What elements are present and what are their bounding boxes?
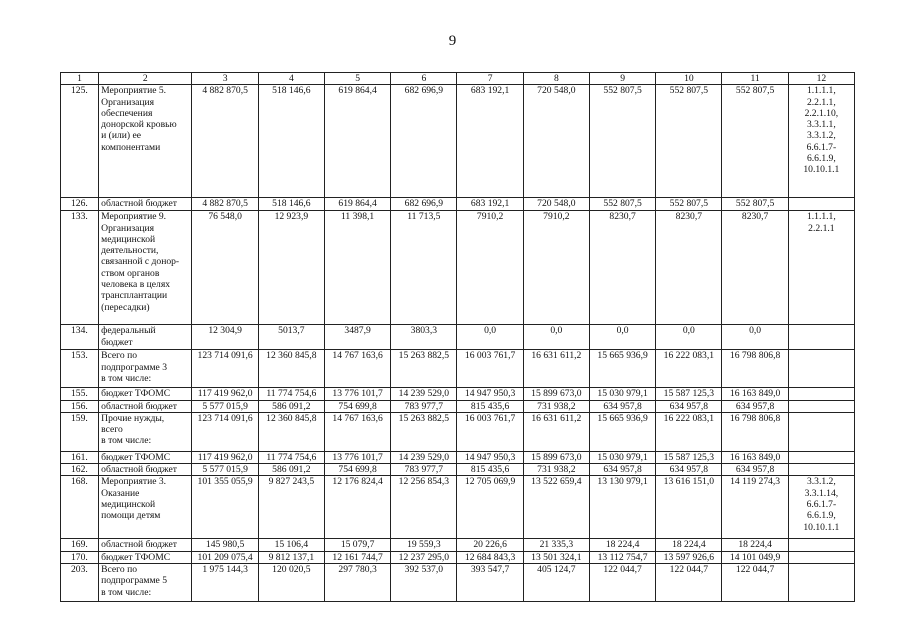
value-cell: 0,0 — [722, 325, 788, 350]
value-cell: 14 119 274,3 — [722, 476, 788, 539]
value-cell: 14 767 163,6 — [324, 350, 390, 388]
value-cell: 123 714 091,6 — [192, 412, 258, 451]
value-cell: 634 957,8 — [722, 464, 788, 476]
value-cell: 586 091,2 — [258, 400, 324, 412]
value-cell: 122 044,7 — [589, 564, 655, 602]
table-row — [61, 388, 855, 400]
value-cell: 101 355 055,9 — [192, 476, 258, 539]
table-row — [61, 451, 855, 463]
header-row — [61, 73, 855, 85]
row-name-cell: областной бюджет — [99, 464, 192, 476]
value-cell: 392 537,0 — [391, 564, 457, 602]
column-header: 6 — [391, 73, 457, 85]
column-header: 2 — [99, 73, 192, 85]
value-cell: 18 224,4 — [589, 539, 655, 551]
value-cell: 16 631 611,2 — [523, 350, 589, 388]
value-cell: 682 696,9 — [391, 198, 457, 211]
value-cell: 122 044,7 — [656, 564, 722, 602]
value-cell: 12 304,9 — [192, 325, 258, 350]
row-number-cell: 203. — [61, 564, 99, 602]
value-cell: 754 699,8 — [324, 464, 390, 476]
value-cell: 13 130 979,1 — [589, 476, 655, 539]
value-cell: 754 699,8 — [324, 400, 390, 412]
value-cell: 731 938,2 — [523, 464, 589, 476]
value-cell: 16 631 611,2 — [523, 412, 589, 451]
column-header: 9 — [589, 73, 655, 85]
column-header: 11 — [722, 73, 788, 85]
value-cell: 120 020,5 — [258, 564, 324, 602]
indicator-code-cell — [788, 412, 854, 451]
value-cell: 14 767 163,6 — [324, 412, 390, 451]
value-cell: 8230,7 — [656, 211, 722, 325]
value-cell: 634 957,8 — [656, 464, 722, 476]
value-cell: 15 587 125,3 — [656, 388, 722, 400]
value-cell: 13 776 101,7 — [324, 388, 390, 400]
value-cell: 18 224,4 — [656, 539, 722, 551]
value-cell: 13 501 324,1 — [523, 551, 589, 563]
value-cell: 15 030 979,1 — [589, 451, 655, 463]
value-cell: 21 335,3 — [523, 539, 589, 551]
table-row — [61, 464, 855, 476]
value-cell: 15 079,7 — [324, 539, 390, 551]
table-row — [61, 211, 855, 325]
value-cell: 552 807,5 — [589, 85, 655, 198]
value-cell: 15 665 936,9 — [589, 350, 655, 388]
row-name-cell: областной бюджет — [99, 539, 192, 551]
value-cell: 122 044,7 — [722, 564, 788, 602]
value-cell: 14 101 049,9 — [722, 551, 788, 563]
row-number-cell: 126. — [61, 198, 99, 211]
value-cell: 15 899 673,0 — [523, 451, 589, 463]
table-row — [61, 85, 855, 198]
table-row — [61, 350, 855, 388]
table-row — [61, 198, 855, 211]
value-cell: 586 091,2 — [258, 464, 324, 476]
value-cell: 12 161 744,7 — [324, 551, 390, 563]
value-cell: 11 774 754,6 — [258, 388, 324, 400]
row-number-cell: 155. — [61, 388, 99, 400]
row-number-cell: 125. — [61, 85, 99, 198]
value-cell: 815 435,6 — [457, 400, 523, 412]
value-cell: 619 864,4 — [324, 85, 390, 198]
value-cell: 12 360 845,8 — [258, 350, 324, 388]
value-cell: 634 957,8 — [589, 464, 655, 476]
row-number-cell: 159. — [61, 412, 99, 451]
row-name-cell: федеральный бюджет — [99, 325, 192, 350]
value-cell: 15 899 673,0 — [523, 388, 589, 400]
value-cell: 783 977,7 — [391, 464, 457, 476]
value-cell: 19 559,3 — [391, 539, 457, 551]
value-cell: 16 163 849,0 — [722, 388, 788, 400]
budget-table — [60, 72, 855, 602]
value-cell: 16 003 761,7 — [457, 412, 523, 451]
table-body — [61, 73, 855, 602]
value-cell: 8230,7 — [589, 211, 655, 325]
indicator-code-cell — [788, 388, 854, 400]
value-cell: 16 222 083,1 — [656, 350, 722, 388]
value-cell: 634 957,8 — [722, 400, 788, 412]
value-cell: 552 807,5 — [656, 198, 722, 211]
indicator-code-cell — [788, 464, 854, 476]
column-header: 7 — [457, 73, 523, 85]
value-cell: 0,0 — [457, 325, 523, 350]
value-cell: 815 435,6 — [457, 464, 523, 476]
value-cell: 518 146,6 — [258, 85, 324, 198]
value-cell: 720 548,0 — [523, 85, 589, 198]
value-cell: 14 239 529,0 — [391, 388, 457, 400]
value-cell: 9 812 137,1 — [258, 551, 324, 563]
value-cell: 7910,2 — [457, 211, 523, 325]
value-cell: 20 226,6 — [457, 539, 523, 551]
row-name-cell: областной бюджет — [99, 400, 192, 412]
value-cell: 15 587 125,3 — [656, 451, 722, 463]
value-cell: 15 106,4 — [258, 539, 324, 551]
table-row — [61, 539, 855, 551]
value-cell: 0,0 — [656, 325, 722, 350]
value-cell: 13 597 926,6 — [656, 551, 722, 563]
value-cell: 552 807,5 — [656, 85, 722, 198]
indicator-code-cell — [788, 451, 854, 463]
value-cell: 9 827 243,5 — [258, 476, 324, 539]
value-cell: 8230,7 — [722, 211, 788, 325]
value-cell: 1 975 144,3 — [192, 564, 258, 602]
row-number-cell: 156. — [61, 400, 99, 412]
indicator-code-cell — [788, 350, 854, 388]
row-name-cell: Прочие нужды, всего в том числе: — [99, 412, 192, 451]
value-cell: 18 224,4 — [722, 539, 788, 551]
row-number-cell: 170. — [61, 551, 99, 563]
value-cell: 14 239 529,0 — [391, 451, 457, 463]
table-row — [61, 412, 855, 451]
value-cell: 11 398,1 — [324, 211, 390, 325]
value-cell: 15 030 979,1 — [589, 388, 655, 400]
value-cell: 552 807,5 — [722, 198, 788, 211]
indicator-code-cell: 1.1.1.1, 2.2.1.1 — [788, 211, 854, 325]
indicator-code-cell: 3.3.1.2, 3.3.1.14, 6.6.1.7- 6.6.1.9, 10.10.1.1 — [788, 476, 854, 539]
value-cell: 518 146,6 — [258, 198, 324, 211]
column-header: 5 — [324, 73, 390, 85]
value-cell: 14 947 950,3 — [457, 388, 523, 400]
value-cell: 15 263 882,5 — [391, 350, 457, 388]
value-cell: 12 256 854,3 — [391, 476, 457, 539]
row-name-cell: Всего по подпрограмме 5 в том числе: — [99, 564, 192, 602]
row-name-cell: бюджет ТФОМС — [99, 551, 192, 563]
value-cell: 405 124,7 — [523, 564, 589, 602]
value-cell: 634 957,8 — [589, 400, 655, 412]
value-cell: 15 263 882,5 — [391, 412, 457, 451]
value-cell: 12 705 069,9 — [457, 476, 523, 539]
value-cell: 13 776 101,7 — [324, 451, 390, 463]
value-cell: 0,0 — [523, 325, 589, 350]
value-cell: 619 864,4 — [324, 198, 390, 211]
value-cell: 117 419 962,0 — [192, 451, 258, 463]
value-cell: 5 577 015,9 — [192, 464, 258, 476]
column-header: 1 — [61, 73, 99, 85]
value-cell: 7910,2 — [523, 211, 589, 325]
value-cell: 16 798 806,8 — [722, 412, 788, 451]
row-name-cell: бюджет ТФОМС — [99, 451, 192, 463]
value-cell: 13 616 151,0 — [656, 476, 722, 539]
row-number-cell: 133. — [61, 211, 99, 325]
value-cell: 12 360 845,8 — [258, 412, 324, 451]
row-name-cell: Всего по подпрограмме 3 в том числе: — [99, 350, 192, 388]
value-cell: 16 798 806,8 — [722, 350, 788, 388]
value-cell: 720 548,0 — [523, 198, 589, 211]
value-cell: 0,0 — [589, 325, 655, 350]
row-name-cell: бюджет ТФОМС — [99, 388, 192, 400]
row-name-cell: Мероприятие 9. Организация медицинской деятельности, связанной с донор- ством органов человека в целях трансплантации (пересадки) — [99, 211, 192, 325]
indicator-code-cell — [788, 325, 854, 350]
value-cell: 552 807,5 — [589, 198, 655, 211]
page-number: 9 — [448, 33, 457, 49]
value-cell: 552 807,5 — [722, 85, 788, 198]
indicator-code-cell — [788, 551, 854, 563]
row-number-cell: 162. — [61, 464, 99, 476]
value-cell: 3487,9 — [324, 325, 390, 350]
table-row — [61, 551, 855, 563]
value-cell: 123 714 091,6 — [192, 350, 258, 388]
table-row — [61, 564, 855, 602]
column-header: 3 — [192, 73, 258, 85]
value-cell: 12 923,9 — [258, 211, 324, 325]
value-cell: 101 209 075,4 — [192, 551, 258, 563]
row-number-cell: 161. — [61, 451, 99, 463]
value-cell: 683 192,1 — [457, 85, 523, 198]
value-cell: 297 780,3 — [324, 564, 390, 602]
row-name-cell: областной бюджет — [99, 198, 192, 211]
column-header: 8 — [523, 73, 589, 85]
value-cell: 76 548,0 — [192, 211, 258, 325]
row-name-cell: Мероприятие 3. Оказание медицинской помощи детям — [99, 476, 192, 539]
indicator-code-cell — [788, 539, 854, 551]
row-number-cell: 168. — [61, 476, 99, 539]
value-cell: 5013,7 — [258, 325, 324, 350]
value-cell: 145 980,5 — [192, 539, 258, 551]
value-cell: 393 547,7 — [457, 564, 523, 602]
indicator-code-cell — [788, 564, 854, 602]
row-number-cell: 169. — [61, 539, 99, 551]
value-cell: 16 222 083,1 — [656, 412, 722, 451]
table-row — [61, 400, 855, 412]
table-row — [61, 476, 855, 539]
value-cell: 731 938,2 — [523, 400, 589, 412]
value-cell: 634 957,8 — [656, 400, 722, 412]
indicator-code-cell — [788, 400, 854, 412]
value-cell: 12 684 843,3 — [457, 551, 523, 563]
value-cell: 683 192,1 — [457, 198, 523, 211]
column-header: 10 — [656, 73, 722, 85]
value-cell: 5 577 015,9 — [192, 400, 258, 412]
value-cell: 12 176 824,4 — [324, 476, 390, 539]
row-number-cell: 134. — [61, 325, 99, 350]
value-cell: 11 774 754,6 — [258, 451, 324, 463]
indicator-code-cell: 1.1.1.1, 2.2.1.1, 2.2.1.10, 3.3.1.1, 3.3.1.2, 6.6.1.7- 6.6.1.9, 10.10.1.1 — [788, 85, 854, 198]
indicator-code-cell — [788, 198, 854, 211]
value-cell: 16 003 761,7 — [457, 350, 523, 388]
row-number-cell: 153. — [61, 350, 99, 388]
value-cell: 682 696,9 — [391, 85, 457, 198]
column-header: 4 — [258, 73, 324, 85]
value-cell: 12 237 295,0 — [391, 551, 457, 563]
value-cell: 14 947 950,3 — [457, 451, 523, 463]
value-cell: 13 112 754,7 — [589, 551, 655, 563]
value-cell: 15 665 936,9 — [589, 412, 655, 451]
value-cell: 4 882 870,5 — [192, 198, 258, 211]
row-name-cell: Мероприятие 5. Организация обеспечения донорской кровью и (или) ее компонентами — [99, 85, 192, 198]
value-cell: 13 522 659,4 — [523, 476, 589, 539]
column-header: 12 — [788, 73, 854, 85]
table-row — [61, 325, 855, 350]
value-cell: 783 977,7 — [391, 400, 457, 412]
value-cell: 11 713,5 — [391, 211, 457, 325]
value-cell: 4 882 870,5 — [192, 85, 258, 198]
value-cell: 3803,3 — [391, 325, 457, 350]
value-cell: 117 419 962,0 — [192, 388, 258, 400]
value-cell: 16 163 849,0 — [722, 451, 788, 463]
